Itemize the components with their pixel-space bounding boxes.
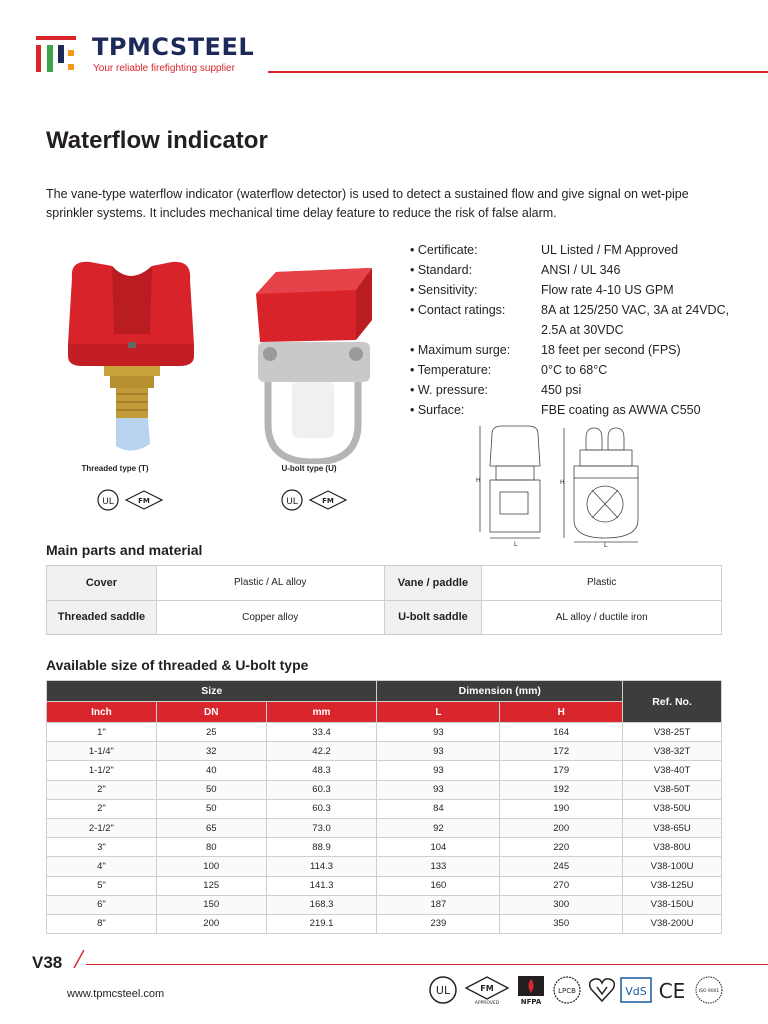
fm-mark-text: FM [138, 497, 150, 505]
spec-label: • Maximum surge: [410, 343, 511, 357]
fm-approved-text: APPROVED [474, 1001, 500, 1005]
nfpa-icon [516, 975, 546, 1005]
dn-cell: 65 [156, 818, 266, 837]
dn-cell: 200 [156, 914, 266, 933]
ref-no-cell: V38-125U [623, 876, 722, 895]
mm-cell: 60.3 [266, 799, 377, 818]
table-row [47, 818, 722, 837]
inch-cell: 5" [47, 876, 157, 895]
page-title: Waterflow indicator [46, 127, 268, 154]
l-cell: 160 [377, 876, 500, 895]
h-cell: 300 [500, 895, 623, 914]
spec-label: • W. pressure: [410, 383, 489, 397]
h-cell: 200 [500, 818, 623, 837]
part-material: Plastic [482, 566, 722, 601]
table-row [47, 876, 722, 895]
part-name: Cover [47, 566, 157, 601]
slash-divider-icon [72, 948, 86, 970]
spec-label: • Contact ratings: [410, 303, 506, 317]
ul-cert-icon [428, 975, 458, 1005]
spec-value: 2.5A at 30VDC [541, 323, 624, 337]
lpcb-icon [552, 975, 582, 1005]
h-cell: 192 [500, 780, 623, 799]
table-row [47, 723, 722, 742]
iso-cert-icon [694, 975, 724, 1005]
h-cell: 245 [500, 857, 623, 876]
inch-cell: 1-1/2" [47, 761, 157, 780]
sizes-heading: Available size of threaded & U-bolt type [46, 657, 309, 673]
fm-mark-text: FM [322, 497, 334, 505]
spec-label: • Sensitivity: [410, 283, 478, 297]
ref-no-cell: V38-100U [623, 857, 722, 876]
column-header: Inch [47, 702, 157, 723]
inch-cell: 8" [47, 914, 157, 933]
tpmcsteel-logo-icon [36, 36, 76, 72]
inch-cell: 2" [47, 799, 157, 818]
table-row [47, 914, 722, 933]
mm-cell: 141.3 [266, 876, 377, 895]
dn-cell: 50 [156, 780, 266, 799]
h-dimension-label: H [476, 477, 481, 484]
dn-cell: 40 [156, 761, 266, 780]
fm-approved-icon [464, 975, 510, 1005]
header-divider [268, 71, 768, 73]
ref-no-cell: V38-65U [623, 818, 722, 837]
mm-cell: 48.3 [266, 761, 377, 780]
nfpa-text: NFPA [520, 998, 542, 1005]
inch-cell: 2" [47, 780, 157, 799]
column-header: DN [156, 702, 266, 723]
column-header: H [500, 702, 623, 723]
dn-cell: 125 [156, 876, 266, 895]
vds-icon [620, 975, 652, 1005]
brand-tagline: Your reliable firefighting supplier [93, 63, 235, 74]
mm-cell: 168.3 [266, 895, 377, 914]
inch-cell: 1-1/4" [47, 742, 157, 761]
mm-cell: 33.4 [266, 723, 377, 742]
threaded-dimension-drawing [470, 420, 550, 548]
mm-cell: 219.1 [266, 914, 377, 933]
part-name: Threaded saddle [47, 600, 157, 635]
ref-no-cell: V38-40T [623, 761, 722, 780]
ref-no-cell: V38-150U [623, 895, 722, 914]
ref-no-cell: V38-200U [623, 914, 722, 933]
size-table-body [47, 723, 722, 934]
iso-text: ISO 9001 [698, 989, 720, 994]
table-row [47, 895, 722, 914]
ubolt-type-product-image [248, 264, 378, 464]
inch-cell: 4" [47, 857, 157, 876]
dn-cell: 50 [156, 799, 266, 818]
inch-cell: 2-1/2" [47, 818, 157, 837]
part-name: U-bolt saddle [384, 600, 482, 635]
ul-fm-cert-icon [96, 488, 166, 512]
footer-divider [86, 964, 768, 965]
spec-value: 0°C to 68°C [541, 363, 608, 377]
parts-table [46, 565, 722, 635]
spec-value: FBE coating as AWWA C550 [541, 403, 701, 417]
ul-mark-text: UL [102, 497, 114, 507]
table-row [47, 780, 722, 799]
inch-cell: 1" [47, 723, 157, 742]
ce-text: CE [658, 979, 686, 1003]
spec-label: • Temperature: [410, 363, 492, 377]
h-cell: 179 [500, 761, 623, 780]
ul-cert-text: UL [435, 984, 451, 997]
dn-cell: 100 [156, 857, 266, 876]
heart-cert-icon [588, 975, 616, 1005]
dn-cell: 32 [156, 742, 266, 761]
threaded-type-caption: Threaded type (T) [81, 464, 149, 473]
brand-name: TPMCSTEEL [92, 33, 255, 61]
spec-value: 8A at 125/250 VAC, 3A at 24VDC, [541, 303, 730, 317]
table-row [47, 742, 722, 761]
dimension-group-header: Dimension (mm) [377, 681, 623, 702]
column-header: mm [266, 702, 377, 723]
table-row [47, 799, 722, 818]
spec-label: • Surface: [410, 403, 465, 417]
spec-label: • Certificate: [410, 243, 478, 257]
ref-no-header: Ref. No. [623, 681, 722, 723]
table-row [47, 566, 722, 601]
l-cell: 239 [377, 914, 500, 933]
mm-cell: 114.3 [266, 857, 377, 876]
inch-cell: 6" [47, 895, 157, 914]
h-cell: 172 [500, 742, 623, 761]
ul-mark-text: UL [286, 497, 298, 507]
product-code: V38 [32, 953, 63, 972]
ref-no-cell: V38-50T [623, 780, 722, 799]
ce-mark-icon [656, 975, 688, 1005]
mm-cell: 73.0 [266, 818, 377, 837]
spec-value: ANSI / UL 346 [541, 263, 621, 277]
l-cell: 93 [377, 723, 500, 742]
threaded-type-product-image [60, 256, 205, 456]
table-row [47, 857, 722, 876]
ref-no-cell: V38-80U [623, 838, 722, 857]
mm-cell: 88.9 [266, 838, 377, 857]
table-row [47, 600, 722, 635]
ref-no-cell: V38-50U [623, 799, 722, 818]
ubolt-dimension-drawing [552, 420, 652, 548]
intro-paragraph: The vane-type waterflow indicator (waterflow detector) is used to detect a sustained flow and give signal on wet-pipe sprinkler systems. It includes mechanical time delay feature to reduce the risk of false alarm. [46, 187, 689, 220]
spec-value: Flow rate 4-10 US GPM [541, 283, 674, 297]
h-dimension-label: H [560, 479, 565, 486]
ubolt-type-caption: U-bolt type (U) [281, 464, 337, 473]
dn-cell: 150 [156, 895, 266, 914]
fm-cert-text: FM [480, 984, 494, 993]
l-cell: 104 [377, 838, 500, 857]
dn-cell: 25 [156, 723, 266, 742]
lpcb-text: LPCB [558, 987, 576, 995]
h-cell: 190 [500, 799, 623, 818]
h-cell: 350 [500, 914, 623, 933]
table-row [47, 838, 722, 857]
spec-value: UL Listed / FM Approved [541, 243, 679, 257]
website-url[interactable]: www.tpmcsteel.com [67, 988, 165, 1000]
l-cell: 93 [377, 780, 500, 799]
l-dimension-label: L [514, 541, 518, 548]
mm-cell: 42.2 [266, 742, 377, 761]
table-row [47, 761, 722, 780]
spec-value: 450 psi [541, 383, 582, 397]
l-dimension-label: L [604, 542, 608, 548]
parts-heading: Main parts and material [46, 542, 203, 558]
l-cell: 84 [377, 799, 500, 818]
h-cell: 164 [500, 723, 623, 742]
part-material: AL alloy / ductile iron [482, 600, 722, 635]
inch-cell: 3" [47, 838, 157, 857]
part-name: Vane / paddle [384, 566, 482, 601]
l-cell: 92 [377, 818, 500, 837]
l-cell: 133 [377, 857, 500, 876]
mm-cell: 60.3 [266, 780, 377, 799]
size-table [46, 680, 722, 934]
h-cell: 220 [500, 838, 623, 857]
l-cell: 187 [377, 895, 500, 914]
spec-value: 18 feet per second (FPS) [541, 343, 681, 357]
ul-fm-cert-icon [280, 488, 350, 512]
column-header: L [377, 702, 500, 723]
h-cell: 270 [500, 876, 623, 895]
part-material: Plastic / AL alloy [156, 566, 384, 601]
dn-cell: 80 [156, 838, 266, 857]
ref-no-cell: V38-25T [623, 723, 722, 742]
size-group-header: Size [47, 681, 377, 702]
spec-label: • Standard: [410, 263, 473, 277]
l-cell: 93 [377, 742, 500, 761]
vds-text: VdS [625, 985, 647, 998]
part-material: Copper alloy [156, 600, 384, 635]
ref-no-cell: V38-32T [623, 742, 722, 761]
l-cell: 93 [377, 761, 500, 780]
